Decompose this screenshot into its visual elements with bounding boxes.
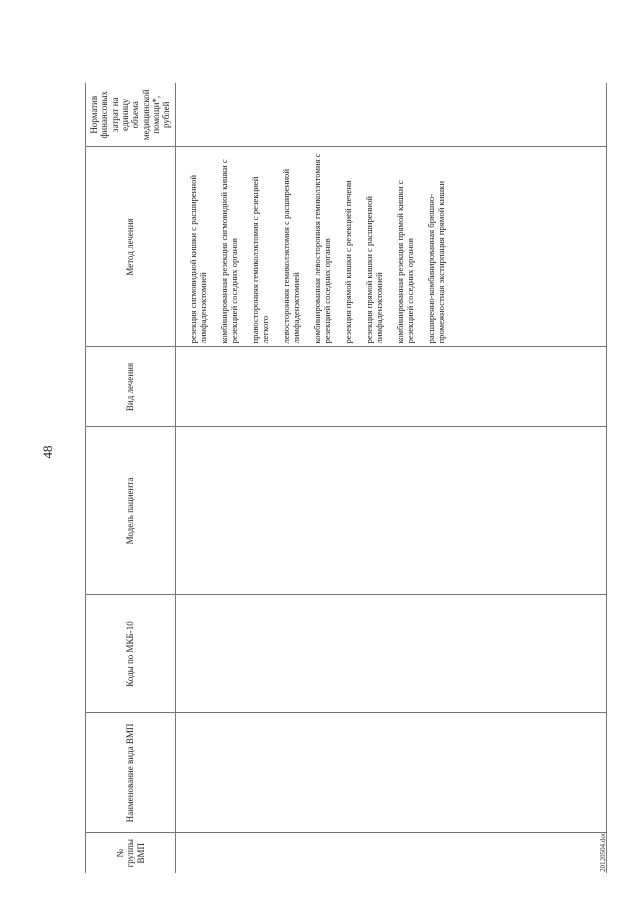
vmp-table [85, 83, 607, 873]
rotated-table-container [85, 83, 555, 873]
method-list [176, 148, 446, 347]
table-header-row [86, 83, 176, 873]
method-item: левосторонняя гемиколэктомия с расширенной лимфаденэктомией [280, 168, 301, 344]
method-item: расширенно-комбинированная брюшно-промежностная экстирпация прямой кишки [425, 181, 446, 344]
cell-icd-codes [175, 595, 606, 713]
footer-filename: 20120504.doc [599, 832, 607, 872]
cell-method [175, 147, 606, 347]
cell-patient-model [175, 427, 606, 595]
header-treatment-type: Вид лечения [86, 347, 176, 427]
method-item: резекция прямой кишки с резекцией печени [342, 180, 353, 344]
header-norm: Норматив финансовых затрат на единицу объема медицинской помощи*, рублей [86, 83, 176, 147]
page-number: 48 [40, 445, 55, 459]
method-item: комбинированная левосторонняя гемиколэктомия с резекцией соседних органов [311, 153, 332, 344]
cell-name [175, 713, 606, 833]
cell-group-no [175, 833, 606, 873]
table-row [175, 83, 606, 873]
method-item: резекция сигмовидной кишки с расширенной лимфаденэктомией [187, 174, 208, 344]
header-group-no: № группы ВМП [86, 833, 176, 873]
cell-treatment-type [175, 347, 606, 427]
method-item: комбинированная резекция прямой кишки с резекцией соседних органов [394, 180, 415, 344]
method-item: правосторонняя гемиколэктомия с резекцией легкого [249, 176, 270, 344]
cell-norm [175, 83, 606, 147]
header-patient-model: Модель пациента [86, 427, 176, 595]
method-item: комбинированная резекция сигмовидной кишки с резекцией соседних органов [218, 159, 239, 344]
method-item: резекция прямой кишки с расширенной лимфаденэктомией [363, 196, 384, 344]
header-method: Метод лечения [86, 147, 176, 347]
header-icd-codes: Коды по МКБ-10 [86, 595, 176, 713]
header-name: Наименование вида ВМП [86, 713, 176, 833]
